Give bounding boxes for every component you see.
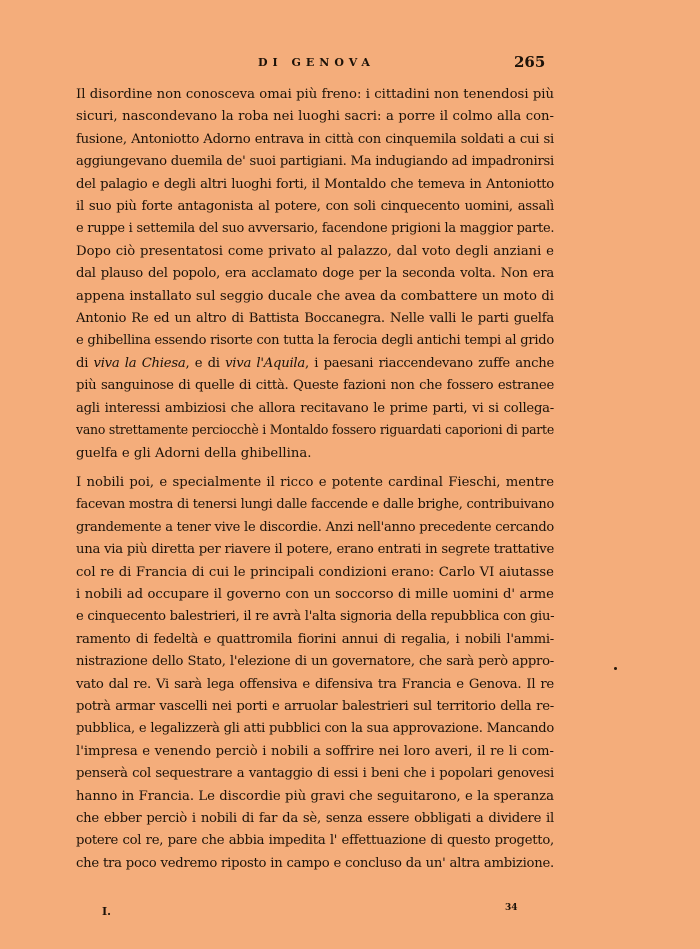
text-line: e ghibellina essendo risorte con tutta la ferocia degli antichi tempi al grido: [76, 333, 554, 349]
text-line: penserà col sequestrare a vantaggio di essi i beni che i popolari genovesi: [76, 766, 554, 782]
text-fragment: , i paesani riaccendevano zuffe anche: [305, 355, 555, 371]
text-line: ramento di fedeltà e quattromila fiorini annui di regalia, i nobili l'ammi-: [76, 631, 554, 647]
text-line: aggiungevano duemila de' suoi partigiani. Ma indugiando ad impadronirsi: [76, 154, 554, 170]
text-line: Il disordine non conosceva omai più freno: i cittadini non tenendosi più: [76, 87, 554, 102]
italic-phrase: viva l'Aquila: [225, 355, 306, 371]
signature-mark: I.: [102, 905, 111, 918]
body-text: [76, 84, 554, 875]
text-line: hanno in Francia. Le discordie più gravi che seguitarono, e la speranza: [76, 788, 554, 804]
text-line: potere col re, pare che abbia impedita l' effettuazione di questo progetto,: [76, 833, 554, 849]
sheet-number: 34: [505, 903, 518, 913]
text-line: agli interessi ambiziosi che allora recitavano le prime parti, vi si collega-: [76, 400, 554, 416]
paragraph-2: [76, 472, 554, 875]
text-line: nistrazione dello Stato, l'elezione di un governatore, che sarà però appro-: [76, 654, 554, 670]
text-line: il suo più forte antagonista al potere, con soli cinquecento uomini, assalì: [76, 199, 554, 215]
text-line: I nobili poi, e specialmente il ricco e potente cardinal Fieschi, mentre: [76, 474, 554, 490]
text-line: del palagio e degli altri luoghi forti, il Montaldo che temeva in Antoniotto: [76, 176, 554, 192]
text-line-italic: [76, 353, 554, 375]
text-line: fusione, Antoniotto Adorno entrava in città con cinquemila soldati a cui si: [76, 131, 554, 147]
text-line: appena installato sul seggio ducale che avea da combattere un moto di: [76, 288, 554, 304]
text-line: grandemente a tener vive le discordie. Anzi nell'anno precedente cercando: [76, 519, 555, 535]
text-line: sicuri, nascondevano la roba nei luoghi sacri: a porre il colmo alla con-: [76, 109, 554, 125]
text-line: i nobili ad occupare il governo con un soccorso di mille uomini d' arme: [76, 586, 554, 602]
text-line: che ebber perciò i nobili di far da sè, senza essere obbligati a dividere il: [76, 811, 554, 826]
text-line: guelfa e gli Adorni della ghibellina.: [76, 445, 312, 461]
text-line: vano strettamente perciocchè i Montaldo fossero riguardati caporioni di parte: [76, 423, 554, 439]
text-line: pubblica, e legalizzerà gli atti pubblici con la sua approvazione. Mancando: [76, 721, 554, 737]
text-line: più sanguinose di quelle di città. Queste fazioni non che fossero estranee: [76, 378, 554, 394]
text-line: Antonio Re ed un altro di Battista Boccanegra. Nelle valli le parti guelfa: [76, 311, 554, 327]
text-line: e cinquecento balestrieri, il re avrà l'alta signoria della repubblica con giu-: [76, 609, 555, 625]
running-title: DI GENOVA: [258, 56, 375, 69]
text-line: Dopo ciò presentatosi come privato al palazzo, dal voto degli anziani e: [76, 243, 554, 259]
text-line: l'impresa e venendo perciò i nobili a soffrire nei loro averi, il re li com-: [76, 743, 554, 759]
page-header: [0, 53, 700, 76]
text-line: vato dal re. Vi sarà lega offensiva e difensiva tra Francia e Genova. Il re: [76, 676, 554, 692]
text-line: una via più diretta per riavere il potere, erano entrati in segrete trattative: [76, 542, 554, 558]
text-line: potrà armar vascelli nei porti e arruolar balestrieri sul territorio della re-: [76, 698, 554, 714]
ink-speck: [614, 667, 617, 670]
page-number: 265: [514, 53, 546, 71]
text-line: e ruppe i settemila del suo avversario, facendone prigioni la maggior parte.: [76, 221, 555, 237]
text-line: facevan mostra di tenersi lungi dalle faccende e dalle brighe, contribuivano: [76, 497, 554, 513]
text-line: col re di Francia di cui le principali condizioni erano: Carlo VI aiutasse: [76, 564, 554, 580]
text-line: dal plauso del popolo, era acclamato doge per la seconda volta. Non era: [76, 266, 554, 282]
text-fragment: di: [76, 355, 94, 371]
paragraph-1: [76, 84, 554, 465]
text-line: che tra poco vedremo riposto in campo e concluso da un' altra ambizione.: [76, 855, 554, 871]
italic-phrase: viva la Chiesa: [93, 355, 186, 371]
text-fragment: , e di: [185, 355, 226, 371]
